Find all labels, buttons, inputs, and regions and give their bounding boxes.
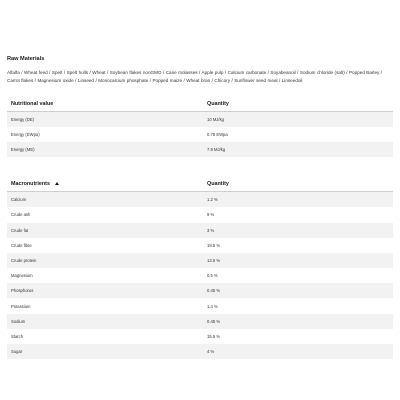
nutrient-name: Energy (DE) xyxy=(7,111,203,127)
table-row xyxy=(7,329,393,344)
table-row xyxy=(7,238,393,253)
nutrient-name: Sodium xyxy=(7,314,203,329)
nutrient-quantity: 4 % xyxy=(203,344,393,359)
nutrient-quantity: 18.5 % xyxy=(207,242,221,248)
nutrient-name: Crude fat xyxy=(7,223,203,238)
raw-materials-section xyxy=(7,0,393,85)
macronutrients-quantity-header[interactable]: Quantity xyxy=(203,177,393,192)
nutrient-name: Potassium xyxy=(11,303,31,309)
table-row xyxy=(7,142,393,157)
nutrient-quantity: 0.45 % xyxy=(203,314,393,329)
table-row xyxy=(7,192,393,208)
nutrient-name: Energy (EWpa) xyxy=(11,131,40,137)
nutrient-quantity: 15.5 % xyxy=(207,333,221,339)
nutrient-quantity: 7.9 MJ/kg xyxy=(203,142,393,157)
table-row xyxy=(7,127,393,142)
nutrient-name: Magnesium xyxy=(11,273,33,279)
nutritional-value-header[interactable]: Nutritional value xyxy=(7,97,203,112)
macronutrients-header-row xyxy=(7,177,393,192)
nutrient-name: Calcium xyxy=(7,192,203,208)
macronutrients-header-label: Macronutrients xyxy=(11,180,50,187)
nutritional-header-row xyxy=(7,97,393,112)
table-row xyxy=(7,223,393,238)
caret-up-icon[interactable] xyxy=(55,182,59,185)
table-row xyxy=(7,314,393,329)
nutrient-name: Phosphorus xyxy=(7,283,203,298)
raw-materials-list: Alfalfa / Wheat feed / Spelt / Spelt hulls / Wheat / Soybean flakes nonGMO / Cane molasses / Apple pulp / Calcium carbonate / Soyabeanoil / Sodium chloride (salt) / Popped Barley / Carrot flakes / Magnesium oxide / Linseed / Monocalcium phosphate / Popped maize / Wheat bran / Chicory / Sunflower seed meal / Linseedoil xyxy=(7,70,383,83)
nutrient-name: Starch xyxy=(11,333,24,339)
nutrient-name: Crude protein xyxy=(7,253,203,268)
table-row xyxy=(7,298,393,313)
macronutrients-header[interactable] xyxy=(7,177,203,192)
nutrient-quantity: 0.78 EWpa xyxy=(207,131,228,137)
nutrient-name: Energy (ME) xyxy=(7,142,203,157)
nutrient-quantity: 0.5 % xyxy=(207,273,218,279)
nutrient-quantity: 3 % xyxy=(203,223,393,238)
nutritional-value-table xyxy=(7,97,393,158)
nutrient-quantity: 10 MJ/kg xyxy=(203,111,393,127)
nutrient-quantity: 1.2 % xyxy=(203,192,393,208)
raw-materials-title: Raw Materials xyxy=(7,56,45,62)
nutrient-quantity: 9 % xyxy=(207,212,215,218)
table-row xyxy=(7,207,393,222)
nutrient-quantity: 1.4 % xyxy=(207,303,218,309)
macronutrients-table xyxy=(7,177,393,359)
nutrient-name: Crude ash xyxy=(11,212,31,218)
table-row xyxy=(7,268,393,283)
nutrient-quantity: 13.5 % xyxy=(203,253,393,268)
table-row xyxy=(7,283,393,298)
nutritional-quantity-header[interactable]: Quantity xyxy=(203,97,393,112)
table-row xyxy=(7,253,393,268)
nutrient-quantity: 0.45 % xyxy=(203,283,393,298)
table-row xyxy=(7,111,393,127)
nutrient-name: Crude fibre xyxy=(11,242,32,248)
table-row xyxy=(7,344,393,359)
nutrient-name: Sugar xyxy=(7,344,203,359)
